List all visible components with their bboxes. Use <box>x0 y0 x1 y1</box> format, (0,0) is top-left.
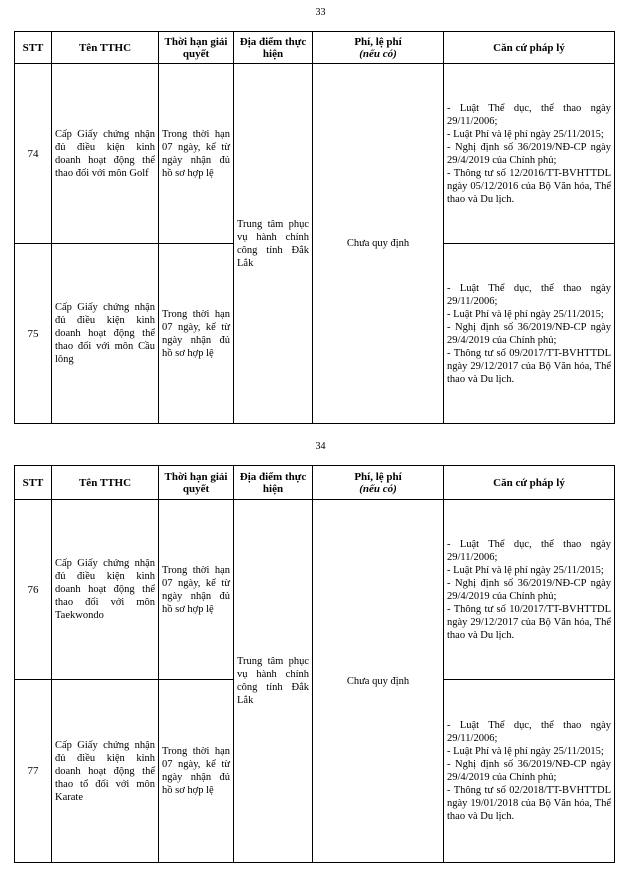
legal-basis-item: - Thông tư số 10/2017/TT-BVHTTDL ngày 29/12/2017 của Bộ Văn hóa, Thể thao và Du lịch. <box>447 603 611 641</box>
header-stt: STT <box>15 466 52 500</box>
legal-basis <box>444 500 615 680</box>
header-name: Tên TTHC <box>52 32 159 64</box>
processing-time: Trong thời hạn 07 ngày, kể từ ngày nhận đủ hồ sơ hợp lệ <box>159 680 234 863</box>
header-row <box>15 32 615 64</box>
header-law: Căn cứ pháp lý <box>444 32 615 64</box>
implementation-place: Trung tâm phục vụ hành chính công tỉnh Đắk Lắk <box>234 500 313 863</box>
header-law: Căn cứ pháp lý <box>444 466 615 500</box>
procedure-name: Cấp Giấy chứng nhận đủ điều kiện kinh doanh hoạt động thể thao tổ đối với môn Karate <box>52 680 159 863</box>
legal-basis-item: - Nghị định số 36/2019/NĐ-CP ngày 29/4/2019 của Chính phủ; <box>447 577 611 602</box>
legal-basis-item: - Luật Thể dục, thể thao ngày 29/11/2006; <box>447 282 611 307</box>
page-number: 34 <box>315 441 326 452</box>
legal-basis-item: - Luật Phí và lệ phí ngày 25/11/2015; <box>447 564 604 576</box>
legal-basis-item: - Luật Phí và lệ phí ngày 25/11/2015; <box>447 746 604 757</box>
header-place: Địa điểm thực hiện <box>234 32 313 64</box>
legal-basis-item: - Luật Thể dục, thể thao ngày 29/11/2006; <box>447 720 611 744</box>
legal-basis <box>444 64 615 244</box>
table-row <box>15 64 615 244</box>
implementation-place: Trung tâm phục vụ hành chính công tỉnh Đắk Lắk <box>234 64 313 424</box>
procedures-table <box>14 465 615 863</box>
header-fee-label: Phí, lệ phí <box>354 470 402 483</box>
header-place: Địa điểm thực hiện <box>234 466 313 500</box>
header-time: Thời hạn giải quyết <box>159 32 234 64</box>
processing-time: Trong thời hạn 07 ngày, kể từ ngày nhận đủ hồ sơ hợp lệ <box>159 244 234 424</box>
header-name: Tên TTHC <box>52 466 159 500</box>
procedures-table <box>14 31 615 424</box>
legal-basis-item: - Thông tư số 02/2018/TT-BVHTTDL ngày 19/01/2018 của Bộ Văn hóa, Thể thao và Du lịch. <box>447 785 611 822</box>
row-stt: 74 <box>15 64 52 244</box>
table-row <box>15 500 615 680</box>
page-number: 33 <box>315 7 326 18</box>
legal-basis-item: - Luật Thể dục, thể thao ngày 29/11/2006; <box>447 102 611 127</box>
legal-basis-item: - Thông tư số 09/2017/TT-BVHTTDL ngày 29/12/2017 của Bộ Văn hóa, Thể thao và Du lịch. <box>447 347 611 385</box>
legal-basis-item: - Nghị định số 36/2019/NĐ-CP ngày 29/4/2019 của Chính phủ; <box>447 759 611 783</box>
legal-basis-item: - Luật Thể dục, thể thao ngày 29/11/2006; <box>447 538 611 563</box>
legal-basis-item: - Nghị định số 36/2019/NĐ-CP ngày 29/4/2019 của Chính phủ; <box>447 141 611 166</box>
legal-basis-item: - Nghị định số 36/2019/NĐ-CP ngày 29/4/2019 của Chính phủ; <box>447 321 611 346</box>
header-row <box>15 466 615 500</box>
legal-basis-item: - Thông tư số 12/2016/TT-BVHTTDL ngày 05/12/2016 của Bộ Văn hóa, Thể thao và Du lịch. <box>447 167 611 205</box>
legal-basis-item: - Luật Phí và lệ phí ngày 25/11/2015; <box>447 128 604 140</box>
row-stt: 75 <box>15 244 52 424</box>
legal-basis-item: - Luật Phí và lệ phí ngày 25/11/2015; <box>447 308 604 320</box>
procedure-name: Cấp Giấy chứng nhận đủ điều kiện kinh doanh hoạt động thể thao đối với môn Cầu lông <box>52 244 159 424</box>
row-stt: 76 <box>15 500 52 680</box>
processing-time: Trong thời hạn 07 ngày, kể từ ngày nhận đủ hồ sơ hợp lệ <box>159 64 234 244</box>
fee-value: Chưa quy định <box>313 64 444 424</box>
row-stt: 77 <box>15 680 52 863</box>
header-time: Thời hạn giải quyết <box>159 466 234 500</box>
header-fee-label: Phí, lệ phí <box>354 35 402 48</box>
legal-basis <box>444 680 615 863</box>
header-fee-note: (nếu có) <box>359 47 397 60</box>
processing-time: Trong thời hạn 07 ngày, kể từ ngày nhận đủ hồ sơ hợp lệ <box>159 500 234 680</box>
procedure-name: Cấp Giấy chứng nhận đủ điều kiện kinh doanh hoạt động thể thao đối với môn Taekwondo <box>52 500 159 680</box>
header-fee <box>313 466 444 500</box>
header-fee <box>313 32 444 64</box>
header-fee-note: (nếu có) <box>359 482 397 495</box>
fee-value: Chưa quy định <box>313 500 444 863</box>
legal-basis <box>444 244 615 424</box>
header-stt: STT <box>15 32 52 64</box>
procedure-name: Cấp Giấy chứng nhận đủ điều kiện kinh doanh hoạt động thể thao đối với môn Golf <box>52 64 159 244</box>
